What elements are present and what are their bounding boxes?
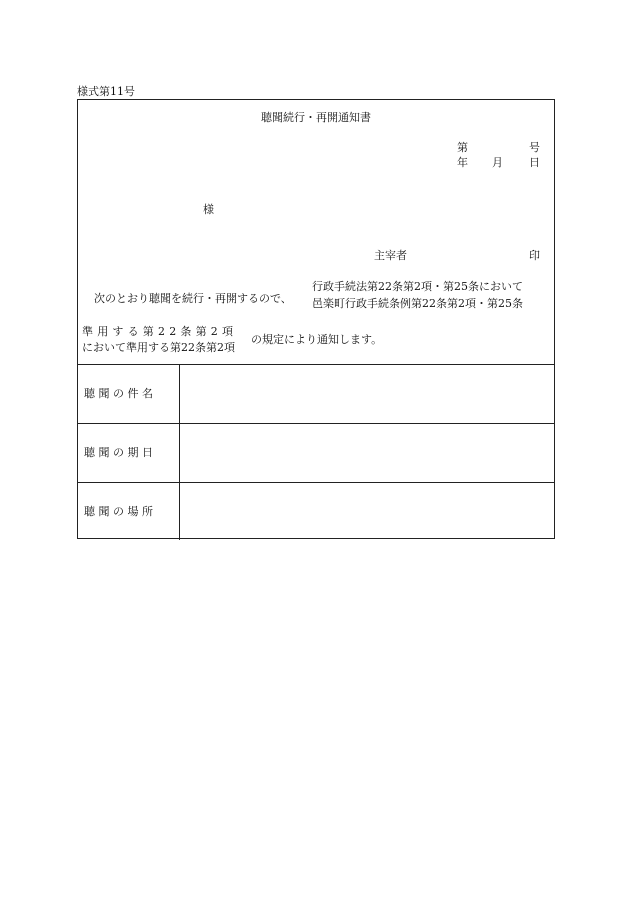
- apply-option-2: において準用する第22条第2項: [82, 341, 235, 354]
- presider-label: 主宰者: [374, 249, 407, 262]
- notice-form-frame: [77, 99, 555, 539]
- row-divider-2: [78, 482, 554, 483]
- doc-number-suffix: 号: [529, 141, 540, 154]
- document-title: 聴聞続行・再開通知書: [261, 111, 371, 124]
- row-label-hearing-date: 聴 聞 の 期 日: [84, 446, 153, 459]
- date-day-label: 日: [529, 156, 540, 169]
- doc-number-prefix: 第: [457, 141, 468, 154]
- law-option-2: 邑楽町行政手続条例第22条第2項・第25条: [312, 297, 523, 310]
- addressee-suffix: 様: [203, 203, 214, 216]
- date-year-label: 年: [457, 156, 468, 169]
- body-lead-text: 次のとおり聴聞を続行・再開するので、: [94, 292, 292, 305]
- law-option-1: 行政手続法第22条第2項・第25条において: [312, 280, 523, 293]
- table-top-border: [78, 364, 554, 365]
- table-column-divider: [179, 364, 180, 540]
- date-month-label: 月: [492, 156, 503, 169]
- apply-option-1: 準用する第22条第2項: [82, 325, 238, 338]
- row-divider-1: [78, 423, 554, 424]
- form-number: 様式第11号: [77, 85, 135, 98]
- row-label-hearing-place: 聴 聞 の 場 所: [84, 505, 153, 518]
- seal-label: 印: [529, 249, 540, 262]
- body-closing-text: の規定により通知します。: [251, 333, 383, 346]
- row-label-case-name: 聴 聞 の 件 名: [84, 387, 153, 400]
